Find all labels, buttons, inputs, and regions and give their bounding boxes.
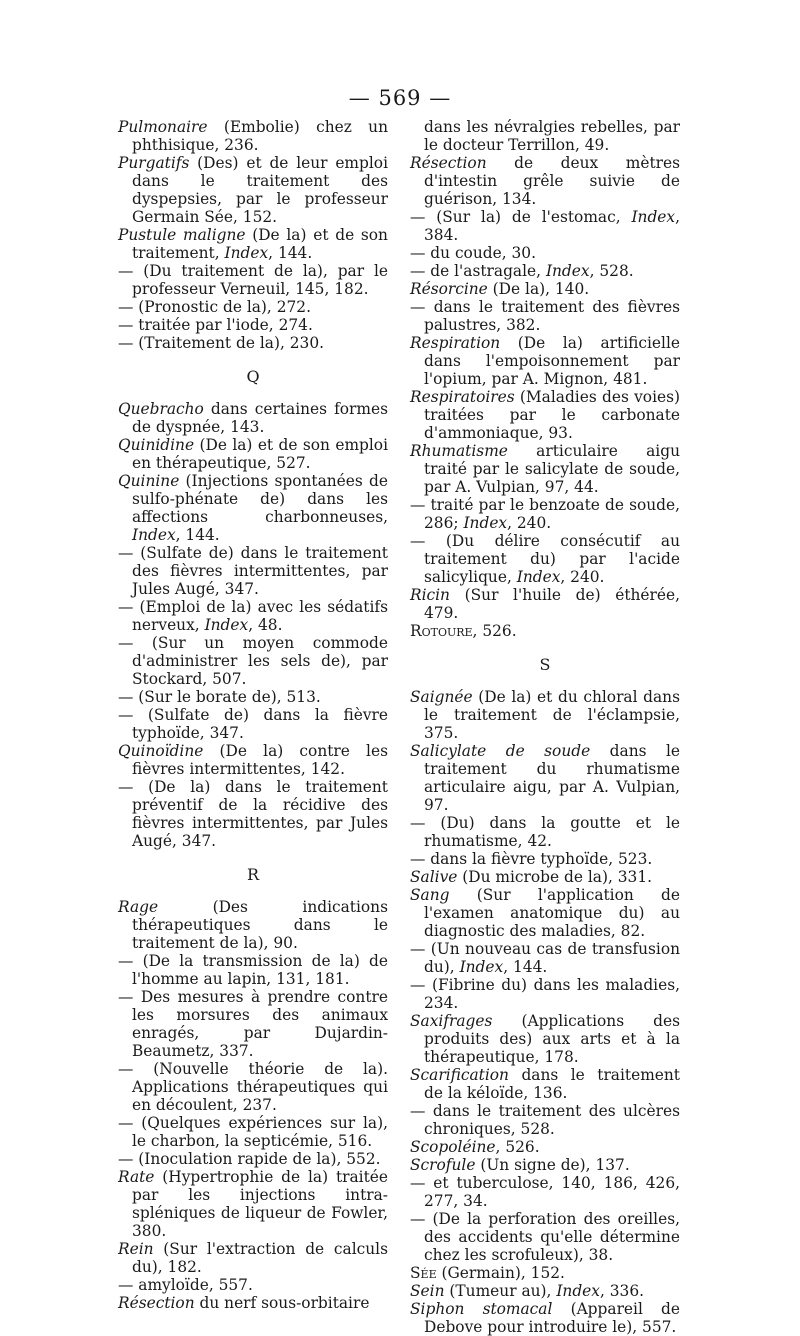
- entry-text: (Des) et de leur emploi dans le traitement des dyspepsies, par le professeur Germain Sée, 152.: [132, 154, 388, 226]
- entry-text: du nerf sous-orbitaire: [194, 1294, 370, 1312]
- entry-headword: Salicylate de soude: [410, 742, 591, 760]
- index-entry: [410, 814, 680, 850]
- entry-text: (Maladies des voies) traitées par le carbonate d'ammoniaque, 93.: [424, 388, 680, 442]
- entry-text: — (Sur un moyen commode d'administrer les sels de), par Stockard, 507.: [118, 634, 388, 688]
- entry-text: , 240.: [507, 514, 552, 532]
- index-entry: [410, 496, 680, 532]
- entry-text: — (Inoculation rapide de la), 552.: [118, 1150, 381, 1168]
- entry-headword: Rein: [118, 1240, 154, 1258]
- entry-text: , 48.: [248, 616, 283, 634]
- entry-text: (Du microbe de la), 331.: [457, 868, 653, 886]
- entry-text: — dans le traitement des ulcères chroniques, 528.: [410, 1102, 680, 1138]
- entry-index-ref: Index: [132, 526, 176, 544]
- index-entry: [410, 334, 680, 388]
- entry-headword: Quinine: [118, 472, 180, 490]
- entry-text: — (Du délire consécutif au traitement du) par l'acide salicylique,: [410, 532, 680, 586]
- entry-headword: Ricin: [410, 586, 450, 604]
- index-entry: [118, 742, 388, 778]
- entry-text: (Appareil de Debove pour introduire le), 557.: [424, 1300, 680, 1336]
- entry-index-ref: Index: [204, 616, 249, 634]
- entry-text: dans le traitement de la kéloïde, 136.: [424, 1066, 680, 1102]
- entry-text: (De la) artificielle dans l'empoisonnement par l'opium, par A. Mignon, 481.: [424, 334, 680, 388]
- index-entry: [118, 988, 388, 1060]
- index-entry: [410, 1066, 680, 1102]
- entry-text: , 526.: [472, 622, 517, 640]
- entry-text: — (Pronostic de la), 272.: [118, 298, 311, 316]
- entry-text: — (Traitement de la), 230.: [118, 334, 325, 352]
- entry-index-ref: Index: [631, 208, 676, 226]
- index-entry: [118, 400, 388, 436]
- entry-text: — (Un nouveau cas de transfusion du),: [410, 940, 680, 976]
- index-entry: [410, 244, 680, 262]
- entry-text: (Hypertrophie de la) traitée par les injections intra-spléniques de liqueur de Fowler, 380.: [132, 1168, 388, 1240]
- entry-text: — (Emploi de la) avec les sédatifs nerveux,: [118, 598, 388, 634]
- index-entry: [410, 850, 680, 868]
- index-entry: [118, 952, 388, 988]
- entry-text: (Un signe de), 137.: [475, 1156, 630, 1174]
- entry-text: (Sur l'application de l'examen anatomique du) au diagnostic des maladies, 82.: [424, 886, 680, 940]
- entry-text: , 528.: [589, 262, 634, 280]
- entry-text: (De la) et du chloral dans le traitement de l'éclampsie, 375.: [424, 688, 680, 742]
- entry-headword: Pustule maligne: [118, 226, 246, 244]
- index-entry: [118, 1114, 388, 1150]
- entry-headword: Saxifrages: [410, 1012, 493, 1030]
- index-entry: [410, 118, 680, 154]
- entry-headword: Résorcine: [410, 280, 488, 298]
- entry-index-ref: Index: [545, 262, 590, 280]
- entry-headword: Résection: [118, 1294, 195, 1312]
- entry-headword: Rage: [118, 898, 159, 916]
- index-entry: [118, 544, 388, 598]
- entry-text: , 144.: [503, 958, 548, 976]
- index-entry: [410, 388, 680, 442]
- index-entry: [118, 598, 388, 634]
- index-entry: [118, 634, 388, 688]
- entry-text: (Germain), 152.: [436, 1264, 565, 1282]
- entry-text: — (Nouvelle théorie de la). Applications thérapeutiques qui en découlent, 237.: [118, 1060, 388, 1114]
- entry-text: — du coude, 30.: [410, 244, 536, 262]
- entry-text: , 144.: [175, 526, 220, 544]
- index-entry: [118, 472, 388, 544]
- entry-text: dans certaines formes de dyspnée, 143.: [132, 400, 388, 436]
- entry-text: (Applications des produits des) aux arts et à la thérapeutique, 178.: [424, 1012, 680, 1066]
- entry-index-ref: Index: [463, 514, 508, 532]
- entry-text: — (Sulfate de) dans la fièvre typhoïde, 347.: [118, 706, 388, 742]
- entry-headword: Salive: [410, 868, 458, 886]
- entry-text: (Des indications thérapeutiques dans le traitement de la), 90.: [132, 898, 388, 952]
- entry-text: — dans le traitement des fièvres palustres, 382.: [410, 298, 680, 334]
- index-entry: [410, 1138, 680, 1156]
- index-entry: [118, 1276, 388, 1294]
- entry-text: (De la) et de son traitement,: [132, 226, 388, 262]
- entry-text: , 526.: [495, 1138, 540, 1156]
- entry-text: — traitée par l'iode, 274.: [118, 316, 313, 334]
- entry-headword: Quinidine: [118, 436, 195, 454]
- index-entry: [410, 154, 680, 208]
- index-entry: [410, 1210, 680, 1264]
- index-entry: [118, 688, 388, 706]
- index-entry: [410, 208, 680, 244]
- entry-text: (Injections spontanées de sulfo-phénate de) dans les affections charbonneuses,: [132, 472, 388, 526]
- index-entry: [118, 1150, 388, 1168]
- entry-headword: Quebracho: [118, 400, 204, 418]
- index-entry: [410, 868, 680, 886]
- right-column: [410, 118, 680, 1336]
- section-letter: Q: [246, 367, 260, 386]
- index-entry: [410, 1174, 680, 1210]
- entry-headword: Saignée: [410, 688, 473, 706]
- entry-text: — (De la) dans le traitement préventif de la récidive des fièvres intermittentes, par Jules Augé, 347.: [118, 778, 388, 850]
- entry-text: (Embolie) chez un phthisique, 236.: [132, 118, 388, 154]
- entry-text: dans les névralgies rebelles, par le docteur Terrillon, 49.: [424, 118, 680, 154]
- index-entry: [410, 886, 680, 940]
- entry-text: — amyloïde, 557.: [118, 1276, 253, 1294]
- entry-headword: Pulmonaire: [118, 118, 208, 136]
- entry-headword: Scopoléine: [410, 1138, 496, 1156]
- index-entry: [410, 262, 680, 280]
- index-entry: [118, 898, 388, 952]
- entry-text: — (Fibrine du) dans les maladies, 234.: [410, 976, 680, 1012]
- index-entry: [410, 1264, 680, 1282]
- index-entry: [410, 1012, 680, 1066]
- entry-text: , 336.: [599, 1282, 645, 1300]
- entry-text: — (De la transmission de la) de l'homme au lapin, 131, 181.: [118, 952, 388, 988]
- entry-text: , 144.: [268, 244, 313, 262]
- entry-headword: Quinoïdine: [118, 742, 204, 760]
- entry-text: dans le traitement du rhumatisme articulaire aigu, par A. Vulpian, 97.: [424, 742, 680, 814]
- entry-text: (Tumeur au),: [444, 1282, 557, 1300]
- entry-text: — (Du) dans la goutte et le rhumatisme, 42.: [410, 814, 680, 850]
- index-entry: [410, 442, 680, 496]
- entry-headword: Résection: [410, 154, 487, 172]
- index-entry: [118, 1240, 388, 1276]
- section-letter: R: [246, 865, 260, 884]
- index-entry: [118, 262, 388, 298]
- entry-text: — (Sulfate de) dans le traitement des fièvres intermittentes, par Jules Augé, 347.: [118, 544, 388, 598]
- entry-index-ref: Index: [224, 244, 269, 262]
- index-entry: [410, 976, 680, 1012]
- index-entry: [410, 688, 680, 742]
- entry-text: — Des mesures à prendre contre les morsures des animaux enragés, par Dujardin-Beaumetz, 337.: [118, 988, 388, 1060]
- entry-text: — et tuberculose, 140, 186, 426, 277, 34.: [410, 1174, 680, 1210]
- index-entry: [410, 532, 680, 586]
- index-entry: [118, 706, 388, 742]
- index-entry: [118, 436, 388, 472]
- index-entry: [410, 280, 680, 298]
- index-entry: [410, 742, 680, 814]
- index-entry: [410, 1102, 680, 1138]
- entry-text: articulaire aigu traité par le salicylate de soude, par A. Vulpian, 97, 44.: [424, 442, 680, 496]
- entry-headword: Sein: [410, 1282, 445, 1300]
- index-entry: [410, 586, 680, 622]
- index-entry: [410, 1300, 680, 1336]
- section-letter: S: [539, 655, 551, 674]
- entry-text: , 240.: [560, 568, 605, 586]
- index-entry: [118, 1294, 388, 1312]
- entry-name: Sée: [410, 1264, 437, 1282]
- entry-text: — (Sur le borate de), 513.: [118, 688, 321, 706]
- index-entry: [410, 298, 680, 334]
- entry-text: — (Quelques expériences sur la), le charbon, la septicémie, 516.: [118, 1114, 388, 1150]
- entry-text: — traité par le benzoate de soude, 286;: [410, 496, 680, 532]
- index-entry: [118, 1168, 388, 1240]
- entry-text: (De la), 140.: [487, 280, 590, 298]
- entry-headword: Scrofule: [410, 1156, 476, 1174]
- index-entry: [410, 1156, 680, 1174]
- index-entry: [410, 622, 680, 640]
- page-number: — 569 —: [348, 86, 452, 110]
- index-entry: [410, 1282, 680, 1300]
- entry-headword: Respiratoires: [410, 388, 515, 406]
- index-entry: [118, 778, 388, 850]
- entry-headword: Purgatifs: [118, 154, 190, 172]
- entry-headword: Rate: [118, 1168, 155, 1186]
- entry-text: — (Du traitement de la), par le professeur Verneuil, 145, 182.: [118, 262, 388, 298]
- entry-text: (De la) contre les fièvres intermittentes, 142.: [132, 742, 388, 778]
- entry-headword: Respiration: [410, 334, 501, 352]
- entry-text: (De la) et de son emploi en thérapeutique, 527.: [132, 436, 388, 472]
- entry-index-ref: Index: [459, 958, 504, 976]
- entry-text: — (De la perforation des oreilles, des accidents qu'elle détermine chez les scrofuleux), 38.: [410, 1210, 680, 1264]
- entry-headword: Siphon stomacal: [410, 1300, 553, 1318]
- entry-text: , 384.: [424, 208, 680, 244]
- entry-headword: Scarification: [410, 1066, 509, 1084]
- index-entry: [118, 226, 388, 262]
- index-entry: [410, 940, 680, 976]
- index-entry: [118, 154, 388, 226]
- entry-text: (Sur l'extraction de calculs du), 182.: [132, 1240, 388, 1276]
- index-entry: [118, 118, 388, 154]
- index-entry: [118, 334, 388, 352]
- entry-name: Rotoure: [410, 622, 473, 640]
- entry-headword: Rhumatisme: [410, 442, 508, 460]
- entry-index-ref: Index: [516, 568, 561, 586]
- entry-headword: Sang: [410, 886, 450, 904]
- entry-text: (Sur l'huile de) éthérée, 479.: [424, 586, 680, 622]
- index-entry: [118, 298, 388, 316]
- entry-index-ref: Index: [556, 1282, 600, 1300]
- entry-text: — de l'astragale,: [410, 262, 546, 280]
- index-entry: [118, 316, 388, 334]
- entry-text: — dans la fièvre typhoïde, 523.: [410, 850, 653, 868]
- entry-text: — (Sur la) de l'estomac,: [410, 208, 632, 226]
- index-entry: [118, 1060, 388, 1114]
- left-column: [118, 118, 388, 1312]
- entry-text: de deux mètres d'intestin grêle suivie de guérison, 134.: [424, 154, 680, 208]
